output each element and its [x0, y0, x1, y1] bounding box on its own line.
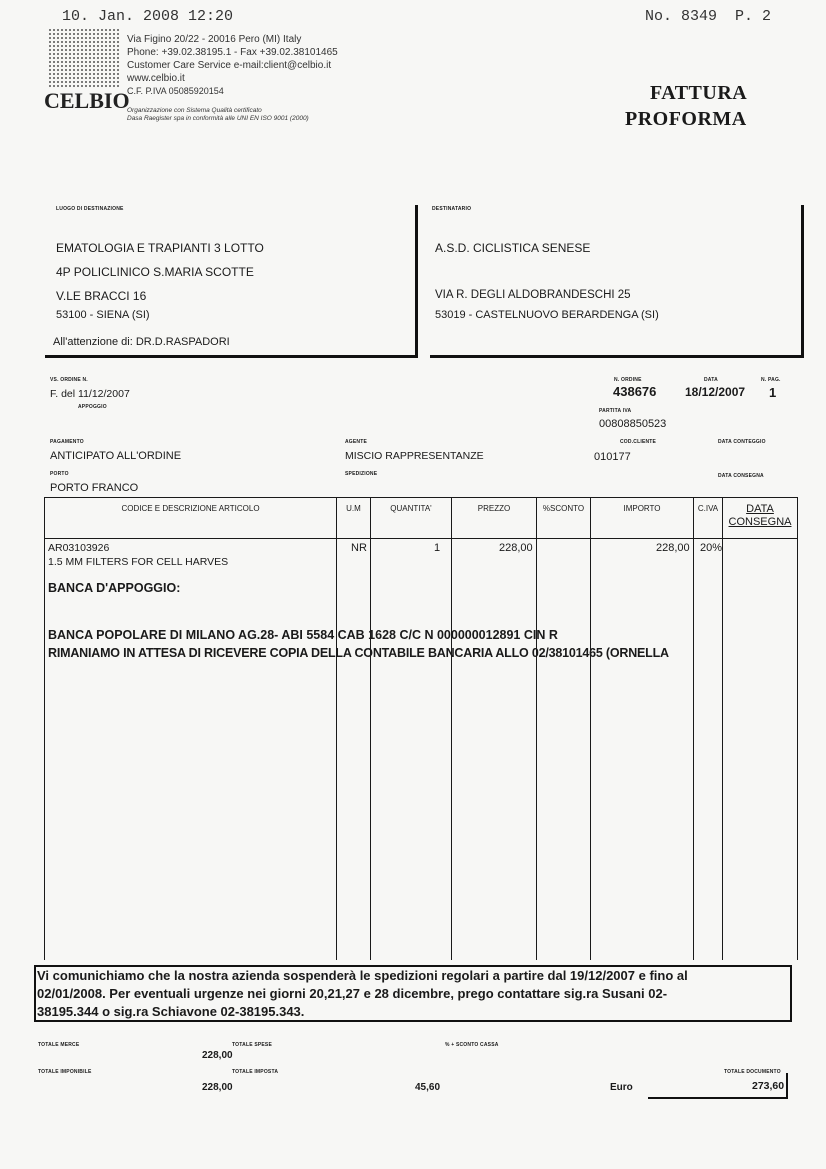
order-ref-label: VS. ORDINE N. — [50, 377, 88, 383]
table-left-border — [44, 497, 45, 960]
company-email: Customer Care Service e-mail:client@celbio.it — [127, 60, 332, 71]
fax-page: P. 2 — [735, 8, 772, 25]
company-vat: C.F. P.IVA 05085920154 — [127, 86, 224, 96]
fax-datetime: 10. Jan. 2008 12:20 — [62, 8, 234, 25]
recipient-border-right — [801, 205, 804, 358]
company-logo-mark — [48, 28, 120, 88]
table-col-divider-6 — [693, 497, 694, 960]
item-code: AR03103926 — [48, 542, 110, 554]
item-description: 1.5 MM FILTERS FOR CELL HARVES — [48, 556, 229, 568]
company-address: Via Figino 20/22 - 20016 Pero (MI) Italy — [127, 34, 302, 45]
vat-label: PARTITA IVA — [599, 408, 632, 414]
total-imponibile-label: TOTALE IMPONIBILE — [38, 1069, 92, 1075]
sconto-label: % + SCONTO CASSA — [445, 1042, 499, 1048]
total-merce-value: 228,00 — [202, 1050, 233, 1061]
destination-line-1: EMATOLOGIA E TRAPIANTI 3 LOTTO — [56, 241, 264, 255]
notice-line-3: 38195.344 o sig.ra Schiavone 02-38195.343. — [37, 1004, 305, 1019]
th-qty: QUANTITA' — [390, 504, 432, 513]
company-phone: Phone: +39.02.38195.1 - Fax +39.02.38101465 — [127, 47, 338, 58]
bank-title: BANCA D'APPOGGIO: — [48, 581, 181, 595]
port-label: PORTO — [50, 471, 69, 477]
table-col-divider-7 — [722, 497, 723, 960]
order-num-label: N. ORDINE — [614, 377, 642, 383]
order-date-label: DATA — [704, 377, 718, 383]
notice-line-2: 02/01/2008. Per eventuali urgenze nei giorni 20,21,27 e 28 dicembre, prego contattare sig.ra Susani 02- — [37, 986, 668, 1001]
th-delivery-date: DATA CONSEGNA — [728, 503, 792, 528]
destination-label: LUOGO DI DESTINAZIONE — [56, 206, 124, 212]
item-qty: 1 — [434, 542, 441, 554]
th-description: CODICE E DESCRIZIONE ARTICOLO — [121, 504, 260, 513]
company-cert-2: Dasa Raegister spa in conformità alle UNI EN ISO 9001 (2000) — [127, 115, 309, 122]
doc-title-line2: PROFORMA — [625, 108, 747, 130]
destination-line-4: 53100 - SIENA (SI) — [56, 309, 150, 321]
client-code-value: 010177 — [594, 451, 631, 463]
total-imponibile-value: 228,00 — [202, 1082, 233, 1093]
total-documento-value: 273,60 — [752, 1080, 785, 1092]
item-price: 228,00 — [499, 542, 533, 554]
consignment-label: DATA CONSEGNA — [718, 473, 764, 479]
item-um: NR — [351, 542, 367, 554]
vat-value: 00808850523 — [599, 418, 667, 430]
table-right-border — [797, 497, 798, 960]
fax-number: No. 8349 — [645, 8, 718, 25]
recipient-city: 53019 - CASTELNUOVO BERARDENGA (SI) — [435, 309, 659, 321]
total-imposta-label: TOTALE IMPOSTA — [232, 1069, 279, 1075]
port-value: PORTO FRANCO — [50, 482, 139, 494]
payment-value: ANTICIPATO ALL'ORDINE — [50, 450, 182, 462]
destination-line-2: 4P POLICLINICO S.MARIA SCOTTE — [56, 265, 254, 279]
table-col-divider-4 — [536, 497, 537, 960]
table-col-divider-1 — [336, 497, 337, 960]
order-appoggio-label: APPOGGIO — [78, 404, 107, 410]
total-merce-label: TOTALE MERCE — [38, 1042, 80, 1048]
total-documento-label: TOTALE DOCUMENTO — [724, 1069, 781, 1075]
total-documento-underline — [648, 1097, 788, 1099]
order-num-value: 438676 — [613, 384, 657, 399]
destination-attention: All'attenzione di: DR.D.RASPADORI — [53, 336, 230, 348]
recipient-border-bottom — [430, 355, 804, 358]
shipping-label: SPEDIZIONE — [345, 471, 378, 477]
recipient-name: A.S.D. CICLISTICA SENESE — [435, 241, 591, 255]
recipient-address: VIA R. DEGLI ALDOBRANDESCHI 25 — [435, 289, 631, 301]
table-col-divider-5 — [590, 497, 591, 960]
table-col-divider-3 — [451, 497, 452, 960]
client-code-label: COD.CLIENTE — [620, 439, 657, 445]
agent-value: MISCIO RAPPRESENTANZE — [345, 450, 484, 462]
total-spese-label: TOTALE SPESE — [232, 1042, 273, 1048]
recipient-label: DESTINATARIO — [432, 206, 472, 212]
order-ref-value: F. del 11/12/2007 — [50, 388, 130, 400]
total-imposta-value: 45,60 — [415, 1082, 441, 1093]
total-documento-rule — [786, 1073, 788, 1099]
company-website: www.celbio.it — [127, 73, 185, 84]
company-logo-text: CELBIO — [44, 88, 130, 113]
th-amount: IMPORTO — [623, 504, 661, 513]
item-amount: 228,00 — [656, 542, 690, 554]
agent-label: AGENTE — [345, 439, 368, 445]
destination-line-3: V.LE BRACCI 16 — [56, 289, 147, 303]
order-page-label: N. PAG. — [761, 377, 781, 383]
bank-line-1: BANCA POPOLARE DI MILANO AG.28- ABI 5584 CAB 1628 C/C N 000000012891 CIN R — [48, 628, 558, 642]
notice-line-1: Vi comunichiamo che la nostra azienda sospenderà le spedizioni regolari a partire dal 19/12/2007 e fino al — [37, 968, 688, 983]
order-page-value: 1 — [769, 385, 777, 400]
destination-border-bottom — [45, 355, 418, 358]
doc-title-line1: FATTURA — [650, 82, 748, 104]
company-cert-1: Organizzazione con Sistema Qualità certificato — [127, 107, 262, 114]
delivery-date-label: DATA CONTEGGIO — [718, 439, 766, 445]
table-header-border — [44, 538, 798, 539]
item-vat: 20% — [700, 542, 723, 554]
th-vat: C.IVA — [697, 504, 719, 513]
th-price: PREZZO — [477, 504, 511, 513]
table-top-border — [44, 497, 798, 498]
th-discount: %SCONTO — [542, 504, 585, 513]
table-col-divider-2 — [370, 497, 371, 960]
th-um: U.M — [346, 504, 361, 513]
bank-line-2: RIMANIAMO IN ATTESA DI RICEVERE COPIA DELLA CONTABILE BANCARIA ALLO 02/38101465 (ORNELLA — [48, 646, 669, 660]
currency-label: Euro — [610, 1082, 633, 1093]
destination-border-right — [415, 205, 418, 357]
payment-label: PAGAMENTO — [50, 439, 84, 445]
order-date-value: 18/12/2007 — [685, 385, 746, 399]
